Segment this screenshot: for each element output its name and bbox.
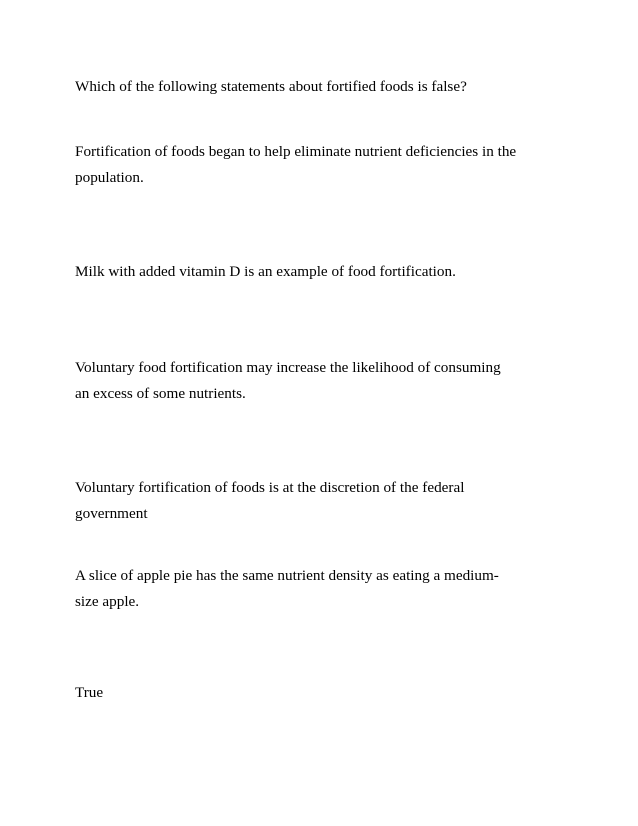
statement-text: Voluntary food fortification may increase the likelihood of consuming an excess of some nutrients. [75, 359, 501, 402]
statement-text: Voluntary fortification of foods is at the discretion of the federal government [75, 479, 465, 522]
statement-text: Fortification of foods began to help eliminate nutrient deficiencies in the population. [75, 143, 517, 186]
question-text: Which of the following statements about fortified foods is false? [75, 78, 467, 95]
statement-text: Milk with added vitamin D is an example of food fortification. [75, 263, 456, 280]
answer-text: True [75, 684, 104, 701]
statement-text: A slice of apple pie has the same nutrient density as eating a medium- size apple. [75, 567, 499, 610]
